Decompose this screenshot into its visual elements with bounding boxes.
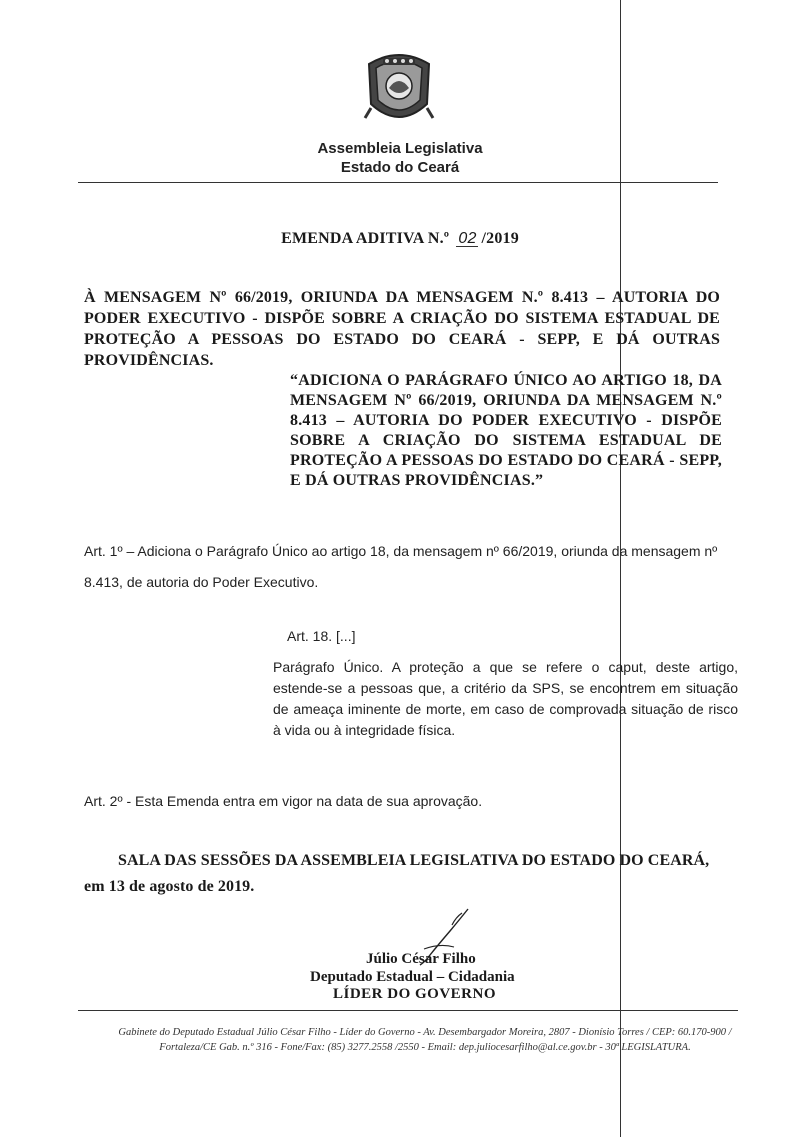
signatory-name: Júlio César Filho [366,951,476,967]
signatory-title: LÍDER DO GOVERNO [333,986,497,1002]
article-18-reference: Art. 18. [...] [287,628,356,644]
ementa: “ADICIONA O PARÁGRAFO ÚNICO AO ARTIGO 18, DA MENSAGEM Nº 66/2019, ORIUNDA DA MENSAGEM N.º 8.413 – AUTORIA DO PODER EXECUTIVO - DISPÕE SOBRE A CRIAÇÃO DO SISTEMA ESTADUAL DE PROTEÇÃO A PESSOAS DO ESTADO DO CEARÁ - SEPP, E DÁ OUTRAS PROVIDÊNCIAS.” [290,372,722,489]
footer-line-1: Gabinete do Deputado Estadual Júlio César Filho - Líder do Governo - Av. Desembargador Moreira, 2807 - Dionísio Torres / CEP: 60.170-900 / [118,1027,732,1038]
article-2: Art. 2º - Esta Emenda entra em vigor na data de sua aprovação. [84,793,483,809]
paragrafo-unico: Parágrafo Único. A proteção a que se refere o caput, deste artigo, estende-se a pessoas que, a critério da SPS, se encontrem em situação de ameaça iminente de morte, em caso de comprovada situação de risco à vida ou à integridade física. [273,659,738,738]
document-caption: À MENSAGEM Nº 66/2019, ORIUNDA DA MENSAGEM N.º 8.413 – AUTORIA DO PODER EXECUTIVO - DISPÕE SOBRE A CRIAÇÃO DO SISTEMA ESTADUAL DE PROTEÇÃO A PESSOAS DO ESTADO DO CEARÁ - SEPP, E DÁ OUTRAS PROVIDÊNCIAS. [84,289,720,369]
footer-divider [78,1010,738,1011]
footer [100,1025,750,1055]
title-number: 02 [458,230,477,247]
state-coat-of-arms-icon [361,48,437,130]
signatory-role: Deputado Estadual – Cidadania [310,969,515,985]
organization-name: Assembleia Legislativa [317,140,483,157]
title-suffix: /2019 [481,230,519,247]
header-divider [78,182,718,183]
article-1: Art. 1º – Adiciona o Parágrafo Único ao artigo 18, da mensagem nº 66/2019, oriunda da mensagem nº 8.413, de autoria do Poder Executivo. [84,543,718,590]
title-prefix: EMENDA ADITIVA N.º [281,230,450,247]
footer-line-2: Fortaleza/CE Gab. n.º 316 - Fone/Fax: (85) 3277.2558 /2550 - Email: dep.juliocesarfilho@al.ce.gov.br - 30ª LEGISLATURA. [159,1042,691,1053]
closing-statement: SALA DAS SESSÕES DA ASSEMBLEIA LEGISLATIVA DO ESTADO DO CEARÁ, em 13 de agosto de 2019. [84,852,710,895]
state-name: Estado do Ceará [340,159,460,176]
document-title [170,230,630,248]
